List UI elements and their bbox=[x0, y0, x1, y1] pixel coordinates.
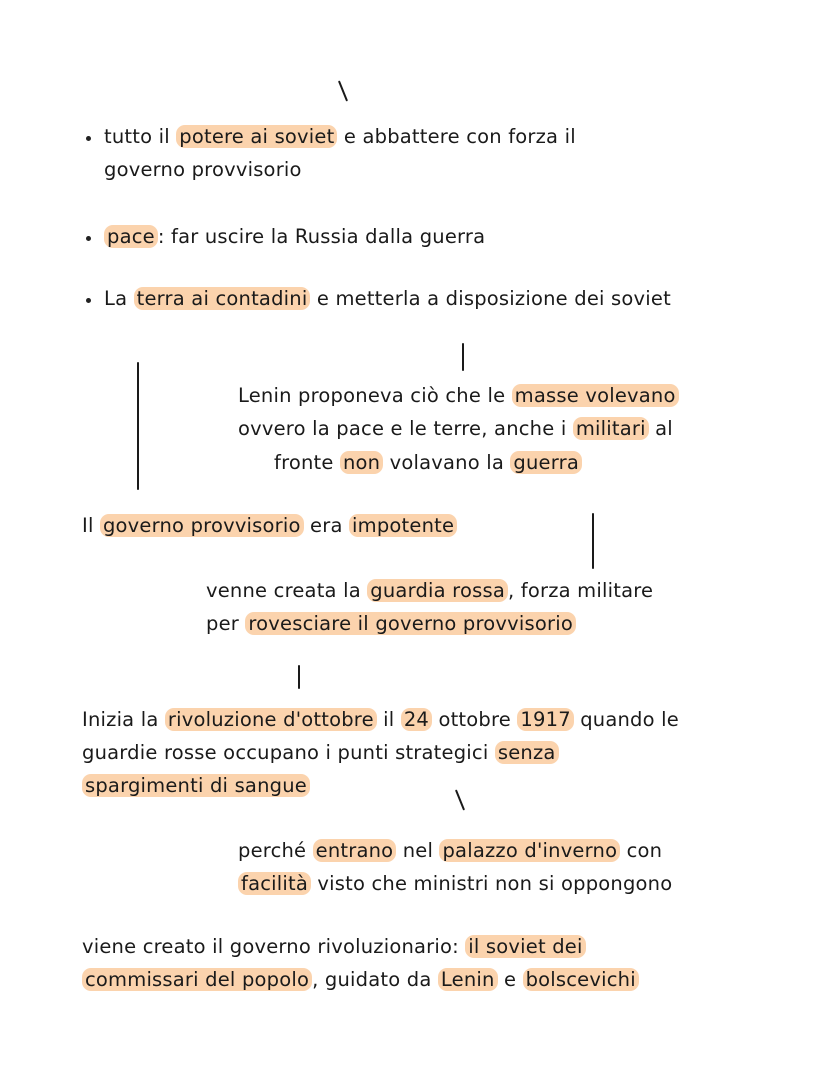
text-line bbox=[274, 450, 582, 476]
text-segment: era bbox=[303, 514, 350, 537]
text-segment: venne creata la bbox=[206, 579, 368, 602]
text-line bbox=[82, 934, 586, 960]
highlighted-text: entrano bbox=[313, 839, 397, 862]
text-segment: governo provvisorio bbox=[104, 158, 302, 181]
highlighted-text: rivoluzione d'ottobre bbox=[165, 708, 377, 731]
text-segment: al bbox=[648, 417, 673, 440]
highlighted-text: impotente bbox=[349, 514, 457, 537]
text-line bbox=[238, 871, 672, 897]
text-segment: quando le bbox=[573, 708, 679, 731]
text-line bbox=[104, 224, 485, 250]
text-line bbox=[238, 838, 662, 864]
text-segment: , guidato da bbox=[312, 968, 438, 991]
text-line bbox=[238, 383, 679, 409]
highlighted-text: pace bbox=[104, 225, 158, 248]
text-segment: e bbox=[497, 968, 523, 991]
text-segment: fronte bbox=[274, 451, 340, 474]
text-segment: il bbox=[376, 708, 401, 731]
text-line bbox=[206, 611, 576, 637]
text-segment: perché bbox=[238, 839, 313, 862]
text-segment: ottobre bbox=[432, 708, 518, 731]
text-segment: e abbattere con forza il bbox=[337, 125, 576, 148]
highlighted-text: rovesciare il governo provvisorio bbox=[245, 612, 576, 635]
highlighted-text: masse volevano bbox=[512, 384, 679, 407]
highlighted-text: facilità bbox=[238, 872, 311, 895]
highlighted-text: senza bbox=[495, 741, 559, 764]
bullet-dot bbox=[86, 298, 91, 303]
bullet-dot bbox=[86, 136, 91, 141]
bullet-dot bbox=[86, 236, 91, 241]
text-segment: nel bbox=[396, 839, 440, 862]
text-segment: Il bbox=[82, 514, 100, 537]
text-segment: per bbox=[206, 612, 246, 635]
text-line bbox=[82, 773, 310, 799]
highlighted-text: guerra bbox=[510, 451, 582, 474]
text-line bbox=[206, 578, 653, 604]
text-line bbox=[104, 124, 576, 150]
text-line bbox=[238, 416, 673, 442]
highlighted-text: Lenin bbox=[438, 968, 498, 991]
highlighted-text: spargimenti di sangue bbox=[82, 774, 310, 797]
connector-stroke-inizia bbox=[455, 789, 465, 810]
text-segment: La bbox=[104, 287, 134, 310]
highlighted-text: militari bbox=[573, 417, 649, 440]
text-line bbox=[82, 513, 457, 539]
text-segment: , forza militare bbox=[507, 579, 654, 602]
highlighted-text: potere ai soviet bbox=[176, 125, 337, 148]
text-segment: ovvero la pace e le terre, anche i bbox=[238, 417, 573, 440]
text-segment: Inizia la bbox=[82, 708, 165, 731]
connector-stroke-guardia bbox=[298, 665, 300, 689]
text-segment: tutto il bbox=[104, 125, 177, 148]
text-line bbox=[104, 157, 302, 183]
connector-stroke-mid bbox=[462, 343, 464, 371]
highlighted-text: bolscevichi bbox=[523, 968, 639, 991]
highlighted-text: commissari del popolo bbox=[82, 968, 312, 991]
connector-stroke-left bbox=[137, 362, 139, 490]
text-segment: e metterla a disposizione dei soviet bbox=[310, 287, 671, 310]
highlighted-text: terra ai contadini bbox=[134, 287, 311, 310]
highlighted-text: il soviet dei bbox=[465, 935, 585, 958]
text-segment: guardie rosse occupano i punti strategici bbox=[82, 741, 495, 764]
connector-stroke-top bbox=[338, 80, 348, 101]
text-line bbox=[82, 740, 559, 766]
highlighted-text: 24 bbox=[401, 708, 432, 731]
text-segment: visto che ministri non si oppongono bbox=[310, 872, 673, 895]
text-line bbox=[82, 967, 639, 993]
highlighted-text: palazzo d'inverno bbox=[439, 839, 620, 862]
text-line bbox=[104, 286, 671, 312]
highlighted-text: 1917 bbox=[517, 708, 573, 731]
highlighted-text: guardia rossa bbox=[367, 579, 508, 602]
text-segment: con bbox=[620, 839, 663, 862]
text-segment: Lenin proponeva ciò che le bbox=[238, 384, 512, 407]
text-line bbox=[82, 707, 679, 733]
text-segment: viene creato il governo rivoluzionario: bbox=[82, 935, 466, 958]
highlighted-text: governo provvisorio bbox=[100, 514, 304, 537]
connector-stroke-right bbox=[592, 513, 594, 569]
text-segment: volavano la bbox=[383, 451, 511, 474]
highlighted-text: non bbox=[340, 451, 383, 474]
text-segment: : far uscire la Russia dalla guerra bbox=[157, 225, 486, 248]
